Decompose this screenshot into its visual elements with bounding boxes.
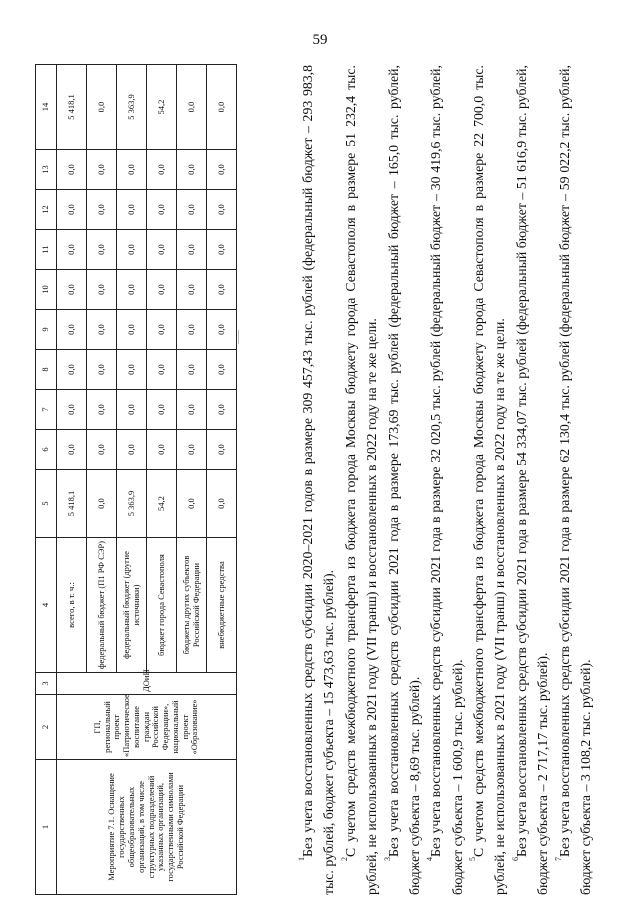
footnote-mark: 7	[553, 857, 563, 861]
amount-cell: 0,0	[147, 350, 177, 390]
footnote-mark: 2	[339, 857, 349, 861]
amount-cell: 0,0	[147, 270, 177, 310]
column-header: 2	[36, 695, 57, 760]
funding-source-cell: внебюджетные средства	[207, 538, 237, 673]
table-body	[57, 65, 237, 895]
amount-cell: 0,0	[147, 310, 177, 350]
footnote	[425, 65, 468, 895]
footnote-text: С учетом средств межбюджетного трансферта из бюджета города Москвы бюджету города Севастополя в размере 22 700,0 тыс. рублей, не использованных в 2021 году (VII транш) и восстановленных в 2022 году на те же цели.	[471, 65, 508, 895]
column-header: 13	[36, 150, 57, 190]
amount-cell: 0,0	[87, 310, 117, 350]
column-header: 3	[36, 673, 57, 695]
funding-source-cell: всего, в т. ч.:	[57, 538, 87, 673]
amount-cell: 0,0	[177, 230, 207, 270]
amount-cell: 0,0	[207, 230, 237, 270]
footnote	[383, 65, 426, 895]
column-header: 14	[36, 65, 57, 150]
funding-source-cell: бюджет города Севастополя	[147, 538, 177, 673]
funding-source-cell: федеральный бюджет (П1 РФ СЭР)	[87, 538, 117, 673]
amount-cell: 0,0	[117, 150, 147, 190]
column-header: 7	[36, 390, 57, 430]
amount-cell: 0,0	[147, 190, 177, 230]
footnote	[511, 65, 554, 895]
footnote	[297, 65, 340, 895]
amount-cell: 0,0	[117, 270, 147, 310]
amount-cell: 5 418,1	[57, 65, 87, 150]
footnote	[554, 65, 597, 895]
amount-cell: 0,0	[57, 350, 87, 390]
footnote	[340, 65, 383, 895]
column-header: 10	[36, 270, 57, 310]
amount-cell: 0,0	[177, 270, 207, 310]
footnote-mark: 4	[425, 857, 435, 861]
amount-cell: 0,0	[147, 230, 177, 270]
amount-cell: 0,0	[117, 230, 147, 270]
amount-cell: 0,0	[117, 190, 147, 230]
amount-cell: 0,0	[207, 430, 237, 470]
amount-cell: 0,0	[177, 350, 207, 390]
amount-cell: 0,0	[57, 270, 87, 310]
measure-name-cell: Мероприятие 7.1. Оснащение государственных общеобразовательных организаций, в том числе структурных подразделений указанных организаций, государственными символами Российской Федерации	[57, 760, 237, 895]
rotated-landscape-content	[35, 65, 595, 895]
amount-cell: 0,0	[207, 65, 237, 150]
amount-cell: 5 363,9	[117, 470, 147, 538]
amount-cell: 0,0	[207, 190, 237, 230]
amount-cell: 0,0	[57, 150, 87, 190]
column-header: 8	[36, 350, 57, 390]
footnote-text: Без учета восстановленных средств субсидии 2021 года в размере 62 130,4 тыс. рублей (федеральный бюджет – 59 022,2 тыс. рублей, бюджет субъекта – 3 108,2 тыс. рублей).	[556, 65, 593, 895]
amount-cell: 0,0	[147, 150, 177, 190]
column-header: 6	[36, 430, 57, 470]
footnote-mark: 6	[510, 857, 520, 861]
amount-cell: 54,2	[147, 470, 177, 538]
program-cell: ГП, региональный проект «Патриотическое воспитание граждан Российской Федерации», национальный проект «Образование»	[57, 695, 237, 760]
footnote-text: Без учета восстановленных средств субсидии 2020–2021 годов в размере 309 457,43 тыс. рублей (федеральный бюджет – 293 983,8 тыс. рублей, бюджет субъекта – 15 473,63 тыс. рублей).	[300, 65, 337, 895]
amount-cell: 0,0	[57, 310, 87, 350]
amount-cell: 5 363,9	[117, 65, 147, 150]
footnote-mark: 1	[297, 857, 306, 861]
amount-cell: 0,0	[207, 270, 237, 310]
amount-cell: 0,0	[207, 470, 237, 538]
footnote-text: Без учета восстановленных средств субсидии 2021 года в размере 54 334,07 тыс. рублей (федеральный бюджет – 51 616,9 тыс. рублей, бюджет субъекта – 2 717,17 тыс. рублей).	[513, 65, 551, 895]
amount-cell: 0,0	[177, 390, 207, 430]
amount-cell: 0,0	[87, 430, 117, 470]
amount-cell: 0,0	[87, 190, 117, 230]
footnote-text: С учетом средств межбюджетного трансферта из бюджета города Москвы бюджету города Севастополя в размере 51 232,4 тыс. рублей, не использованных в 2021 году (VII транш) и восстановленных в 2022 году на те же цели.	[342, 65, 380, 895]
amount-cell: 0,0	[87, 390, 117, 430]
amount-cell: 0,0	[117, 310, 147, 350]
amount-cell: 0,0	[87, 350, 117, 390]
page-number: 59	[312, 32, 328, 48]
amount-cell: 0,0	[57, 390, 87, 430]
amount-cell: 0,0	[117, 430, 147, 470]
amount-cell: 0,0	[87, 65, 117, 150]
column-header: 5	[36, 470, 57, 538]
amount-cell: 0,0	[117, 390, 147, 430]
amount-cell: 0,0	[207, 150, 237, 190]
funding-source-cell: федеральный бюджет (другие источники)	[117, 538, 147, 673]
amount-cell: 5 418,1	[57, 470, 87, 538]
column-header: 4	[36, 538, 57, 673]
table-row	[57, 65, 87, 895]
amount-cell: 0,0	[177, 470, 207, 538]
footnote-mark: 5	[468, 857, 477, 861]
amount-cell: 54,2	[147, 65, 177, 150]
column-header: 9	[36, 310, 57, 350]
funding-source-cell: бюджеты других субъектов Российской Федерации	[177, 538, 207, 673]
amount-cell: 0,0	[87, 270, 117, 310]
amount-cell: 0,0	[87, 150, 117, 190]
footnote	[468, 65, 511, 895]
amount-cell: 0,0	[207, 310, 237, 350]
footnote-text: Без учета восстановленных средств субсидии 2021 года в размере 173,69 тыс. рублей (федеральный бюджет – 165,0 тыс. рублей, бюджет субъекта – 8,69 тыс. рублей).	[385, 65, 422, 895]
funding-table	[35, 64, 237, 895]
amount-cell: 0,0	[57, 190, 87, 230]
table-header-row	[36, 65, 57, 895]
amount-cell: 0,0	[87, 230, 117, 270]
footnotes	[297, 65, 596, 895]
amount-cell: 0,0	[207, 350, 237, 390]
amount-cell: 0,0	[177, 310, 207, 350]
amount-cell: 0,0	[177, 430, 207, 470]
amount-cell: 0,0	[57, 230, 87, 270]
amount-cell: 0,0	[177, 190, 207, 230]
footnote-text: Без учета восстановленных средств субсидии 2021 года в размере 32 020,5 тыс. рублей (федеральный бюджет – 30 419,6 тыс. рублей, бюджет субъекта – 1 600,9 тыс. рублей).	[428, 65, 465, 895]
column-header: 1	[36, 760, 57, 895]
amount-cell: 0,0	[57, 430, 87, 470]
amount-cell: 0,0	[147, 430, 177, 470]
column-header: 11	[36, 230, 57, 270]
amount-cell: 0,0	[177, 65, 207, 150]
amount-cell: 0,0	[87, 470, 117, 538]
executor-cell: ДОиН	[57, 673, 237, 695]
amount-cell: 0,0	[117, 350, 147, 390]
footnote-mark: 3	[382, 857, 392, 861]
column-header: 12	[36, 190, 57, 230]
amount-cell: 0,0	[207, 390, 237, 430]
amount-cell: 0,0	[147, 390, 177, 430]
amount-cell: 0,0	[177, 150, 207, 190]
